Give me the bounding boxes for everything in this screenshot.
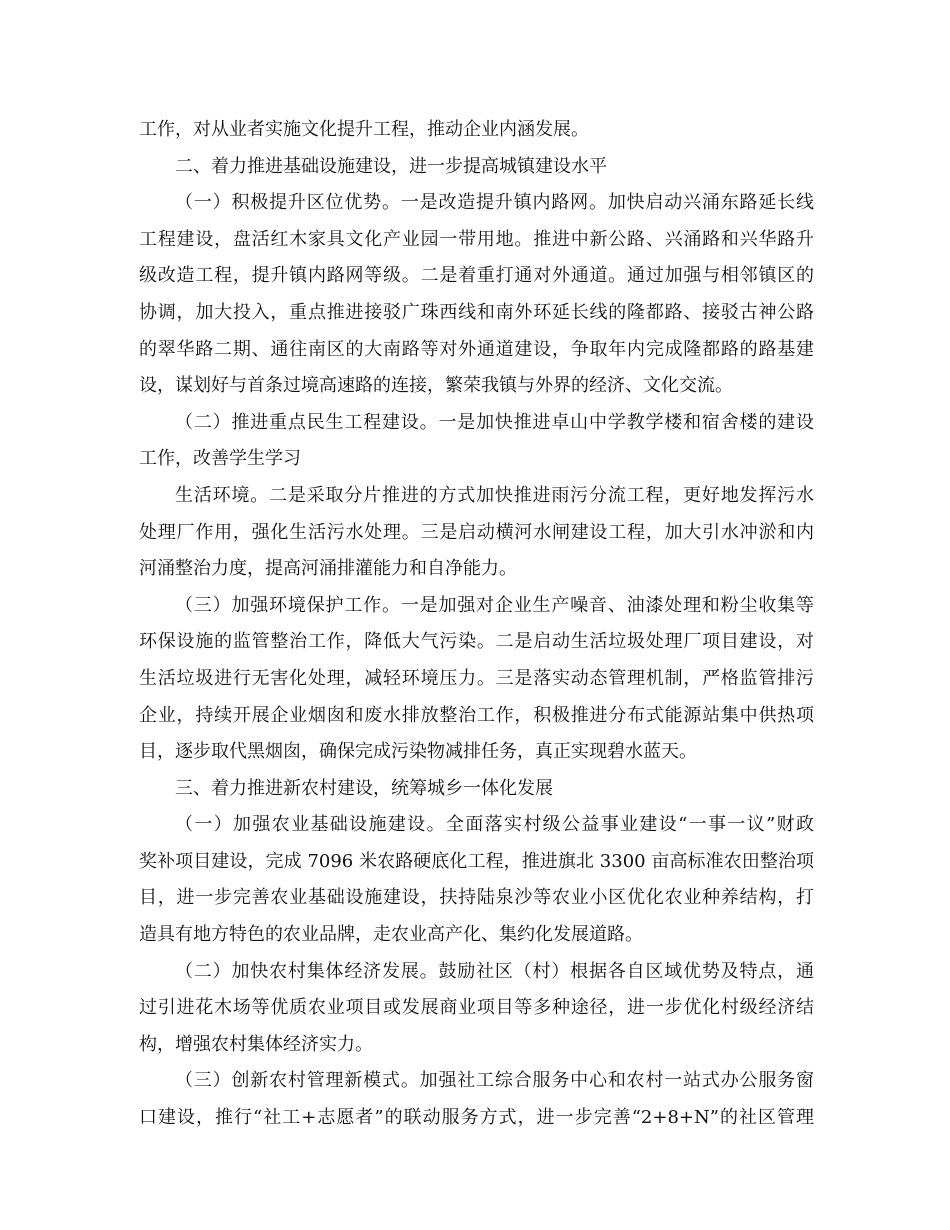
- paragraph-line: 协调，加大投入，重点推进接驳广珠西线和南外环延长线的隆都路、接驳古神公路: [139, 301, 814, 323]
- paragraph-line: 工作，改善学生学习: [139, 448, 301, 470]
- paragraph-line: 口建设，推行“社工+志愿者”的联动服务方式，进一步完善“2+8+N”的社区管理: [139, 1107, 814, 1129]
- paragraph-line: 目，逐步取代黑烟囱，确保完成污染物减排任务，真正实现碧水蓝天。: [139, 741, 697, 763]
- paragraph-line: 河涌整治力度，提高河涌排灌能力和自净能力。: [139, 558, 517, 580]
- paragraph-line: （一）积极提升区位优势。一是改造提升镇内路网。加快启动兴涌东路延长线: [175, 192, 814, 214]
- paragraph-line: 过引进花木场等优质农业项目或发展商业项目等多种途径，进一步优化村级经济结: [139, 997, 814, 1019]
- paragraph-line: 构，增强农村集体经济实力。: [139, 1033, 373, 1055]
- paragraph-line: 企业，持续开展企业烟囱和废水排放整治工作，积极推进分布式能源站集中供热项: [139, 704, 814, 726]
- paragraph-line: 环保设施的监管整治工作，降低大气污染。二是启动生活垃圾处理厂项目建设，对: [139, 631, 814, 653]
- paragraph-line: 处理厂作用，强化生活污水处理。三是启动横河水闸建设工程，加大引水冲淤和内: [139, 521, 814, 543]
- paragraph-line: 工程建设，盘活红木家具文化产业园一带用地。推进中新公路、兴涌路和兴华路升: [139, 228, 814, 250]
- paragraph-line: （二）加快农村集体经济发展。鼓励社区（村）根据各自区域优势及特点，通: [175, 960, 814, 982]
- paragraph-line: 生活垃圾进行无害化处理，减轻环境压力。三是落实动态管理机制，严格监管排污: [139, 667, 814, 689]
- paragraph-line: 的翠华路二期、通往南区的大南路等对外通道建设，争取年内完成隆都路的路基建: [139, 338, 814, 360]
- paragraph-line: 设，谋划好与首条过境高速路的连接，繁荣我镇与外界的经济、文化交流。: [139, 375, 733, 397]
- paragraph-line: 工作，对从业者实施文化提升工程，推动企业内涵发展。: [139, 119, 589, 140]
- section-heading: 三、着力推进新农村建设，统筹城乡一体化发展: [175, 777, 553, 799]
- paragraph-line: （二）推进重点民生工程建设。一是加快推进卓山中学教学楼和宿舍楼的建设: [175, 411, 814, 433]
- paragraph-line: 生活环境。二是采取分片推进的方式加快推进雨污分流工程，更好地发挥污水: [175, 484, 814, 506]
- document-body: [139, 112, 814, 1137]
- paragraph-line: （三）创新农村管理新模式。加强社工综合服务中心和农村一站式办公服务窗: [175, 1070, 814, 1092]
- paragraph-line: 奖补项目建设，完成 7096 米农路硬底化工程，推进旗北 3300 亩高标准农田整治项: [139, 850, 814, 872]
- paragraph-line: （三）加强环境保护工作。一是加强对企业生产噪音、油漆处理和粉尘收集等: [175, 594, 814, 616]
- paragraph-line: 造具有地方特色的农业品牌，走农业高产化、集约化发展道路。: [139, 924, 643, 946]
- section-heading: 二、着力推进基础设施建设，进一步提高城镇建设水平: [175, 155, 607, 177]
- paragraph-line: （一）加强农业基础设施建设。全面落实村级公益事业建设“一事一议”财政: [175, 814, 814, 836]
- paragraph-line: 目，进一步完善农业基础设施建设，扶持陆泉沙等农业小区优化农业种养结构，打: [139, 887, 814, 909]
- paragraph-line: 级改造工程，提升镇内路网等级。二是着重打通对外通道。通过加强与相邻镇区的: [139, 265, 814, 287]
